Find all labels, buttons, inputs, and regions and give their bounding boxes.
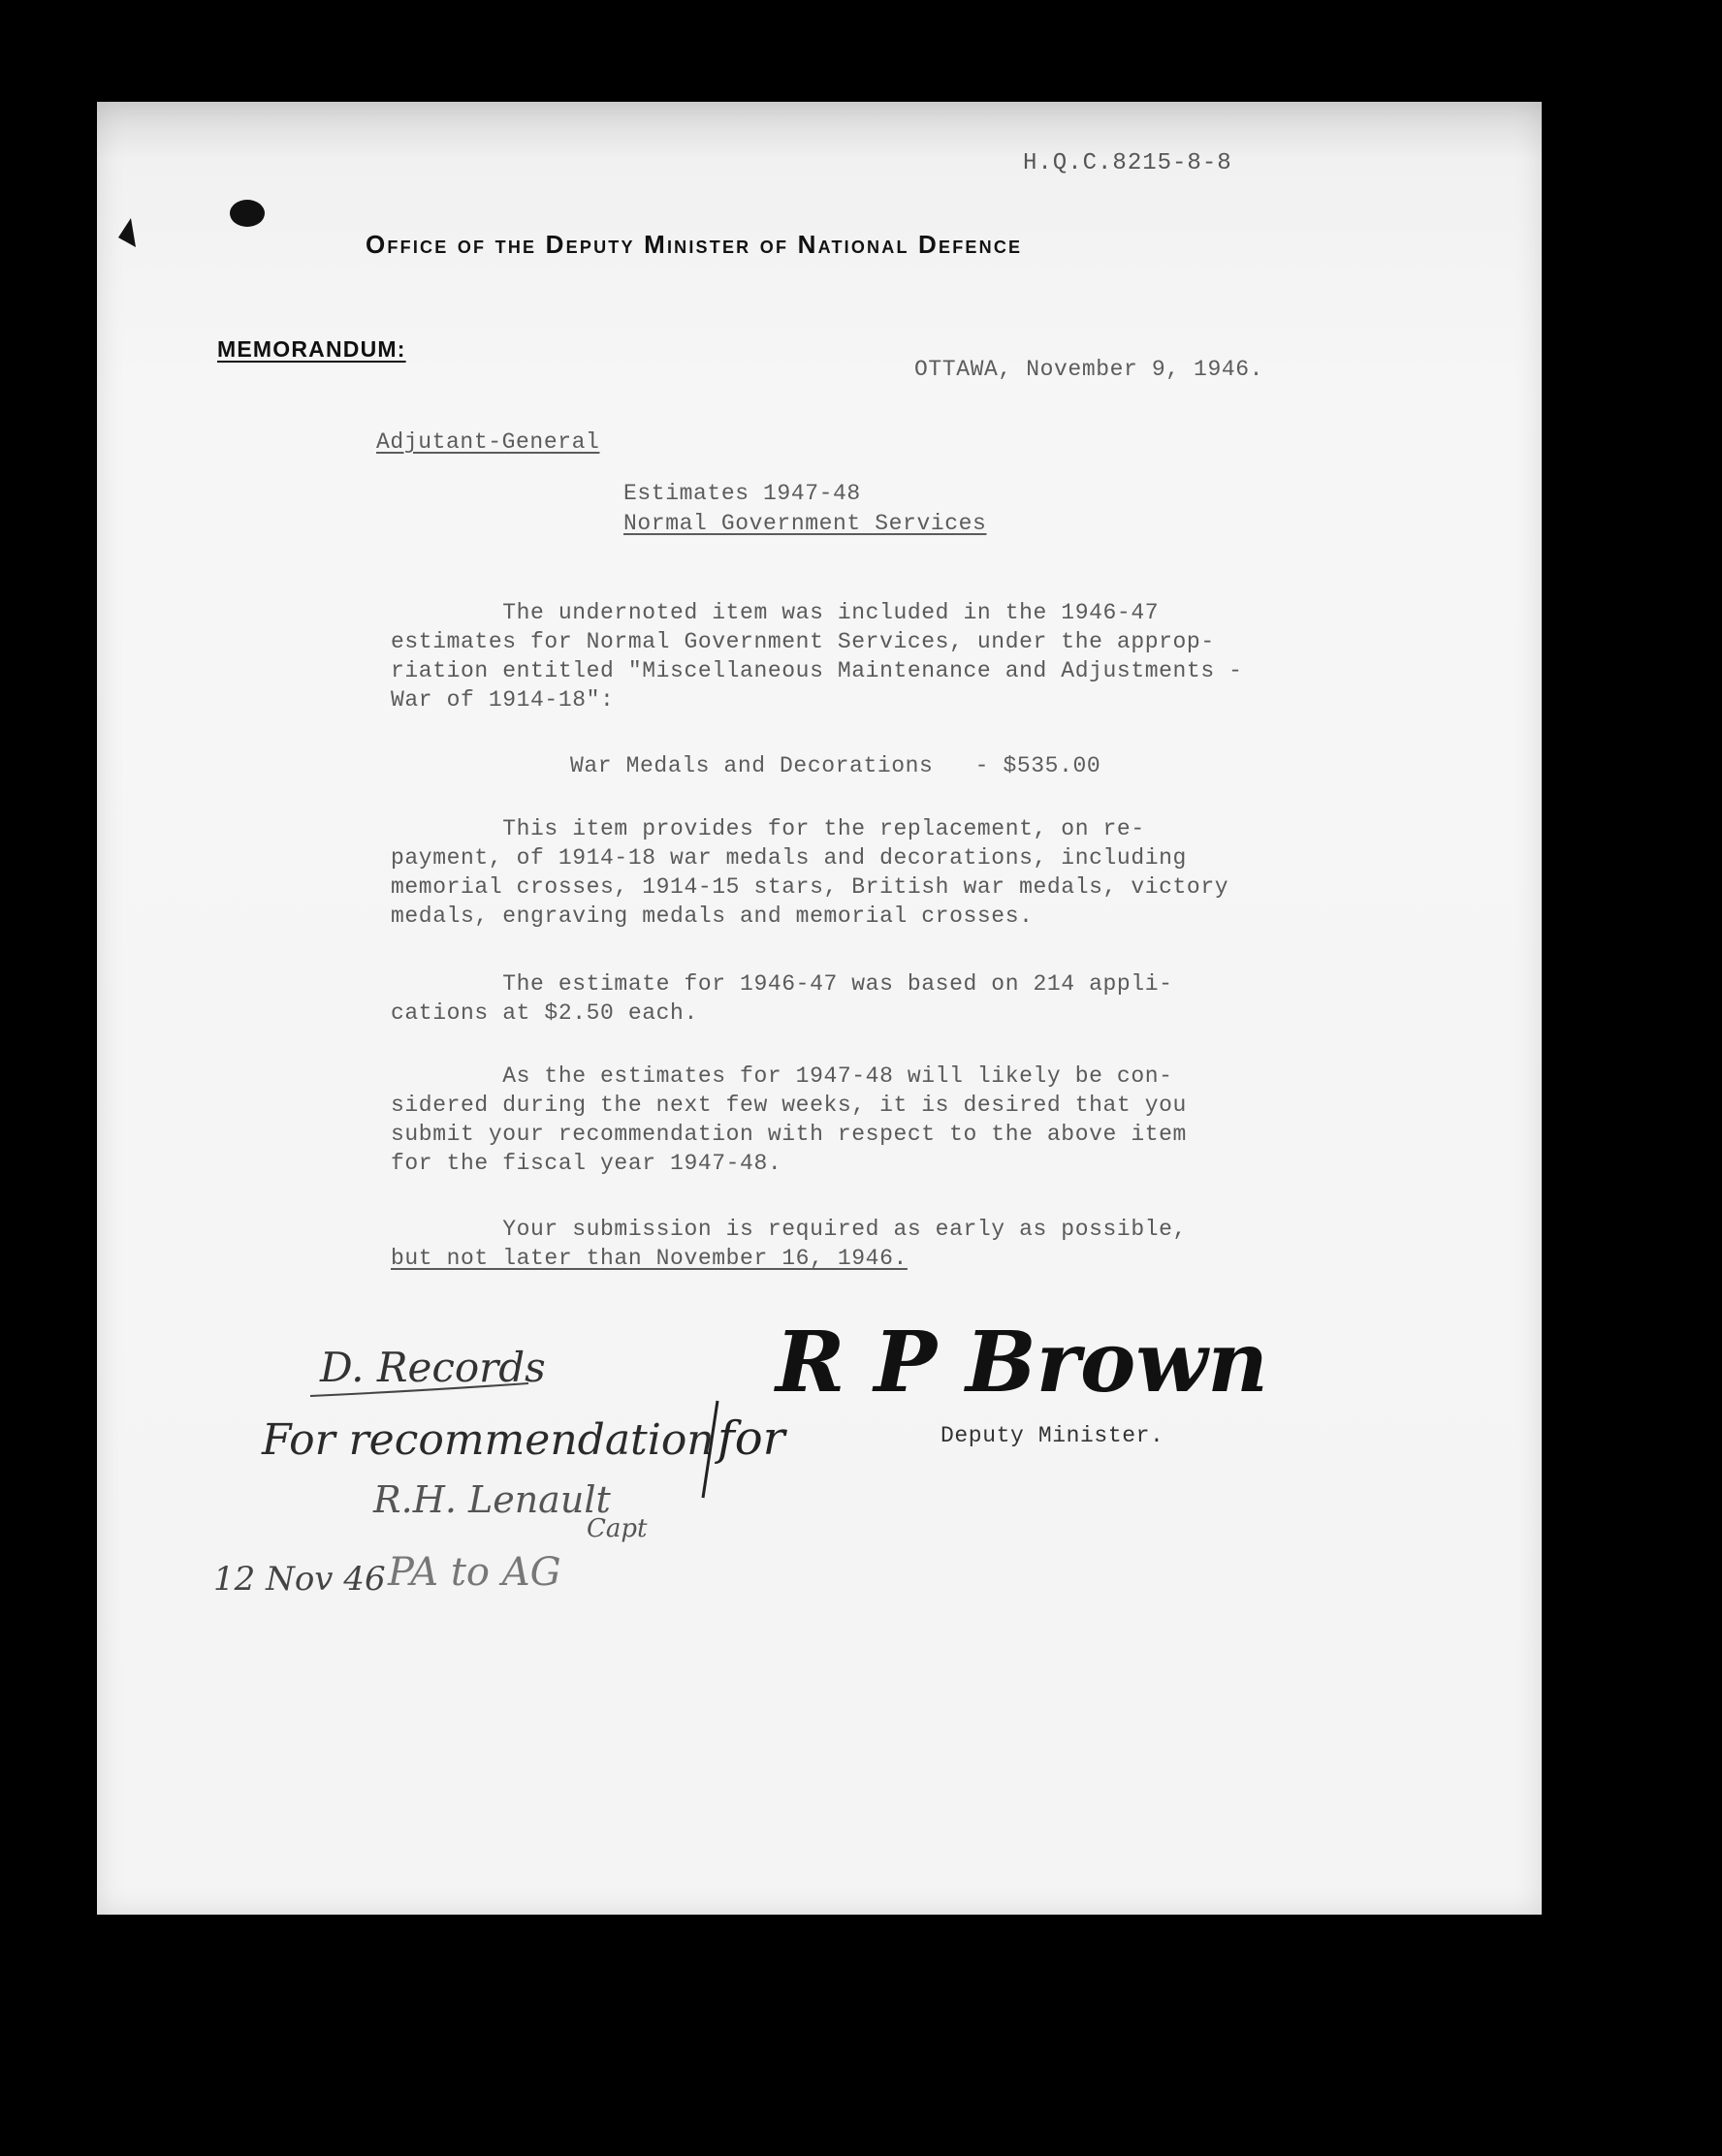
handwritten-note-rank: Capt: [587, 1514, 648, 1543]
estimate-item: War Medals and Decorations - $535.00: [570, 753, 1101, 778]
addressee: Adjutant-General: [376, 429, 600, 455]
paragraph-line: for the fiscal year 1947-48.: [391, 1151, 782, 1176]
handwritten-note-name: R.H. Lenault: [373, 1478, 611, 1521]
paragraph-line: Your submission is required as early as possible,: [391, 1217, 1187, 1242]
letter-date: OTTAWA, November 9, 1946.: [914, 357, 1264, 382]
signature-for-prefix: for: [718, 1411, 785, 1466]
handwritten-note-date: 12 Nov 46: [213, 1560, 386, 1599]
handwritten-note-records: D. Records: [320, 1344, 546, 1391]
office-heading: Office of the Deputy Minister of National Defence: [366, 230, 1023, 259]
subject-line-2: Normal Government Services: [623, 511, 987, 536]
subject-line-1: Estimates 1947-48: [623, 481, 861, 506]
paragraph-line: This item provides for the replacement, on re-: [391, 816, 1145, 841]
handwritten-note-recommendation: For recommendation: [262, 1415, 715, 1465]
paragraph-line: As the estimates for 1947-48 will likely be con-: [391, 1063, 1173, 1089]
ink-mark: [118, 218, 136, 247]
signature-title: Deputy Minister.: [941, 1423, 1164, 1448]
paragraph-line: medals, engraving medals and memorial crosses.: [391, 904, 1034, 929]
handwriting-layer: [97, 102, 1542, 1915]
handwritten-signature: R P Brown: [776, 1314, 1268, 1411]
paragraph-line: riation entitled "Miscellaneous Maintenance and Adjustments -: [391, 658, 1243, 683]
file-reference: H.Q.C.8215-8-8: [1023, 150, 1232, 176]
paragraph-line: submit your recommendation with respect to the above item: [391, 1122, 1187, 1147]
paragraph-line: sidered during the next few weeks, it is desired that you: [391, 1093, 1187, 1118]
memo-page: [97, 102, 1542, 1915]
paragraph-line: payment, of 1914-18 war medals and decorations, including: [391, 845, 1187, 871]
ink-blot: [230, 200, 265, 227]
paragraph-line: cations at $2.50 each.: [391, 1000, 698, 1026]
paragraph-line: estimates for Normal Government Services, under the approp-: [391, 629, 1215, 654]
paragraph-line: War of 1914-18":: [391, 687, 615, 713]
handwritten-note-pa: PA to AG: [388, 1550, 561, 1595]
deadline-line: but not later than November 16, 1946.: [391, 1246, 908, 1271]
paragraph-line: memorial crosses, 1914-15 stars, British war medals, victory: [391, 874, 1229, 900]
paragraph-line: The undernoted item was included in the 1946-47: [391, 600, 1160, 625]
paragraph-line: The estimate for 1946-47 was based on 214 appli-: [391, 971, 1173, 997]
memorandum-label: MEMORANDUM:: [217, 336, 406, 362]
